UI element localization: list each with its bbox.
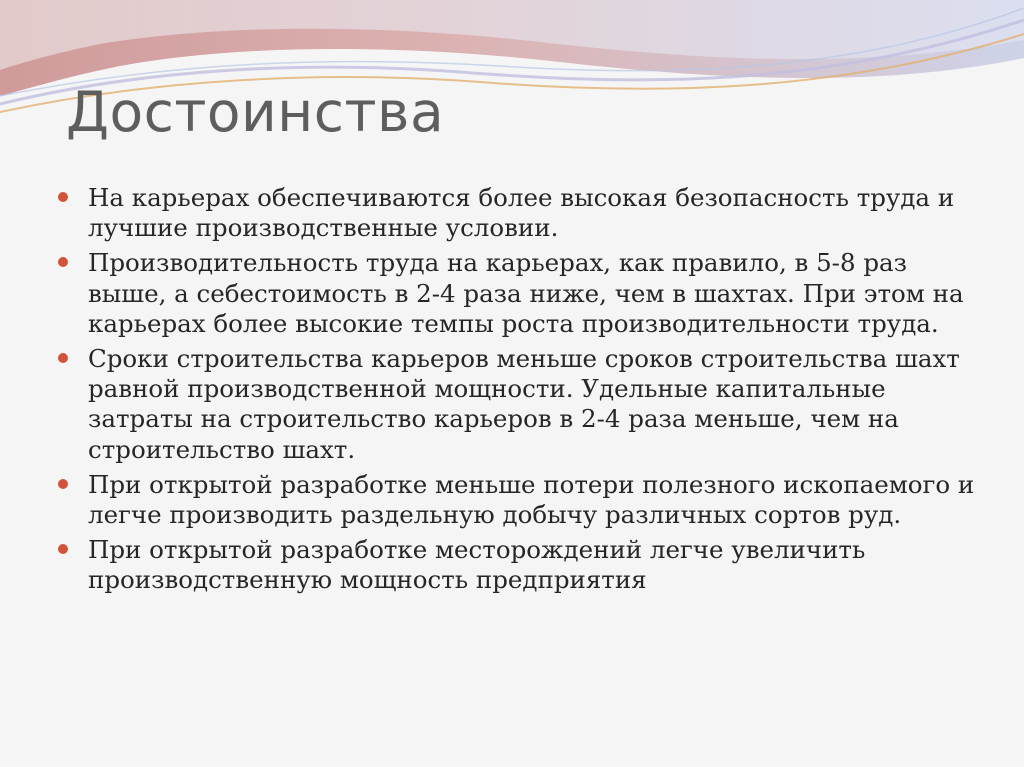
bullet-text: При открытой разработке меньше потери полезного ископаемого и легче производить раздельную добычу различных сортов руд. bbox=[88, 469, 975, 530]
bullet-dot-icon bbox=[58, 544, 68, 554]
bullet-text: Сроки строительства карьеров меньше сроков строительства шахт равной производственной мощности. Удельные капитальные затраты на строительство карьеров в 2-4 раза меньше, чем на строительство шахт. bbox=[88, 344, 960, 464]
bullet-dot-icon bbox=[58, 479, 68, 489]
list-item bbox=[58, 344, 978, 465]
list-item bbox=[58, 470, 978, 530]
bullet-text: Производительность труда на карьерах, как правило, в 5-8 раз выше, а себестоимость в 2-4 раза ниже, чем в шахтах. При этом на карьерах более высокие темпы роста производительности труда. bbox=[88, 248, 964, 338]
bullet-text: На карьерах обеспечиваются более высокая безопасность труда и лучшие производственные условии. bbox=[88, 183, 955, 243]
list-item bbox=[58, 183, 978, 243]
bullet-dot-icon bbox=[58, 257, 68, 267]
bullet-dot-icon bbox=[58, 353, 68, 363]
bullet-text: При открытой разработке месторождений легче увеличить производственную мощность предприятия bbox=[88, 535, 866, 595]
list-item bbox=[58, 248, 978, 339]
bullet-list bbox=[58, 183, 978, 601]
list-item bbox=[58, 535, 978, 595]
slide-title: Достоинства bbox=[66, 80, 445, 144]
bullet-dot-icon bbox=[58, 192, 68, 202]
